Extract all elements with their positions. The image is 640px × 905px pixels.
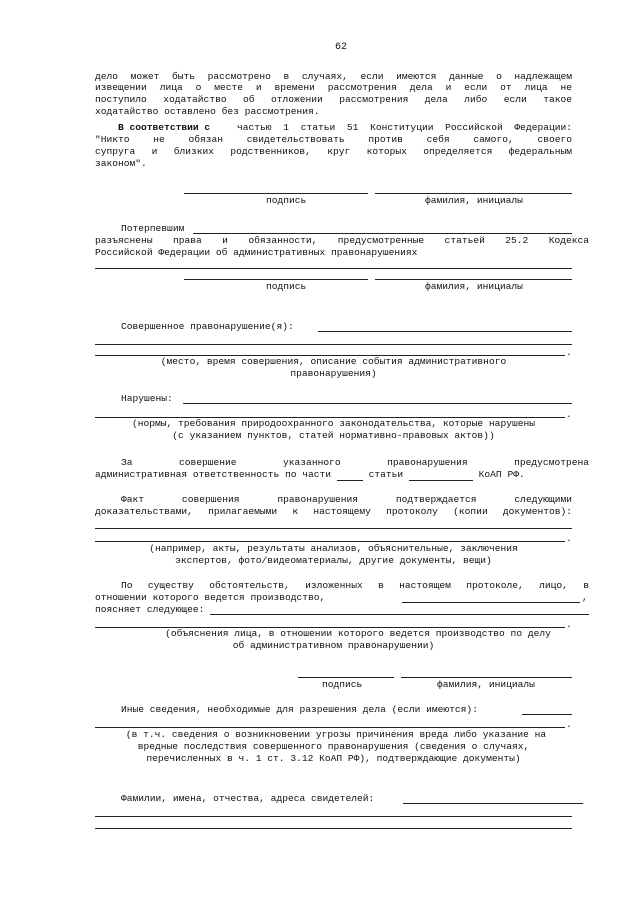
name-line[interactable]: [375, 279, 572, 280]
blank-line[interactable]: [95, 268, 572, 269]
witness-label: Фамилии, имена, отчества, адреса свидетелей:: [121, 793, 375, 804]
victim-input-line[interactable]: [193, 233, 572, 234]
liability-line: За совершение указанного правонарушения предусмотрена: [121, 457, 589, 468]
offense-input-line[interactable]: [95, 344, 572, 345]
other-info-caption: перечисленных в ч. 1 ст. 3.12 КоАП РФ), подтверждающие документы): [146, 753, 521, 764]
witness-input-line[interactable]: [403, 803, 583, 804]
signature-line[interactable]: [298, 677, 394, 678]
evidence-caption: (например, акты, результаты анализов, объяснительные, заключения: [149, 543, 518, 554]
other-info-caption: вредные последствия совершенного правонарушения (сведения о случаях,: [137, 741, 530, 752]
paragraph-line: частью 1 статьи 51 Конституции Российской Федерации:: [237, 122, 572, 133]
paragraph-line: супруга и близких родственников, круг которых определяется федеральным: [95, 146, 572, 157]
page-number: 62: [335, 42, 348, 53]
part-input[interactable]: [337, 469, 363, 481]
explain-line: отношении которого ведется производство,: [95, 592, 326, 603]
offense-caption: (место, время совершения, описание события административного: [160, 356, 507, 367]
liability-line: административная ответственность по части статьи КоАП РФ.: [95, 469, 525, 480]
violated-input-line[interactable]: [183, 403, 572, 404]
other-info-caption: (в т.ч. сведения о возникновении угрозы причинения вреда либо указание на: [125, 729, 547, 740]
signature-caption: подпись: [322, 679, 363, 690]
victim-rights-line: Российской Федерации об административных правонарушениях: [95, 247, 418, 258]
paragraph-line: ходатайство оставлено без рассмотрения.: [95, 106, 320, 117]
signature-line[interactable]: [184, 193, 368, 194]
signature-line[interactable]: [184, 279, 368, 280]
name-caption: фамилия, инициалы: [425, 281, 523, 292]
paragraph-line: извещении лица о месте и времени рассмотрения дела и если от лица не: [95, 82, 572, 93]
evidence-input-line[interactable]: [95, 528, 572, 529]
name-line[interactable]: [401, 677, 572, 678]
evidence-input-line[interactable]: [95, 541, 565, 542]
paragraph-line: поступило ходатайство об отложении рассмотрения дела либо если такое: [95, 94, 572, 105]
other-info-input-line[interactable]: [522, 714, 572, 715]
article-input[interactable]: [409, 469, 473, 481]
explain-caption: об административном правонарушении): [232, 640, 435, 651]
violated-label: Нарушены:: [121, 393, 173, 404]
violated-caption: (нормы, требования природоохранного законодательства, которые нарушены: [131, 418, 535, 429]
victim-label: Потерпевшим: [121, 223, 185, 234]
paragraph-line: "Никто не обязан свидетельствовать против себя самого, своего: [95, 134, 572, 145]
name-line[interactable]: [375, 193, 572, 194]
evidence-line: доказательствами, прилагаемыми к настоящему протоколу (копии документов):: [95, 506, 572, 517]
constitution-intro-bold: В соответствии с: [118, 122, 211, 133]
offense-caption: правонарушения): [290, 368, 377, 379]
explain-caption: (объяснения лица, в отношении которого ведется производство по делу: [165, 628, 551, 639]
name-caption: фамилия, инициалы: [425, 195, 523, 206]
signature-caption: подпись: [266, 195, 307, 206]
offense-label: Совершенное правонарушение(я):: [121, 321, 294, 332]
violated-caption: (с указанием пунктов, статей нормативно-правовых актов)): [172, 430, 495, 441]
explain-line: поясняет следующее:: [95, 604, 205, 615]
explain-input-line[interactable]: [210, 614, 589, 615]
offense-input-line[interactable]: [318, 331, 572, 332]
other-info-label: Иные сведения, необходимые для разрешения дела (если имеются):: [121, 704, 478, 715]
paragraph-line: дело может быть рассмотрено в случаях, если имеются данные о надлежащем: [95, 71, 572, 82]
witness-input-line[interactable]: [95, 816, 572, 817]
victim-rights-line: разъяснены права и обязанности, предусмотренные статьей 25.2 Кодекса: [95, 235, 589, 246]
paragraph-line: законом".: [95, 158, 147, 169]
explain-input-line[interactable]: [402, 602, 580, 603]
signature-caption: подпись: [266, 281, 307, 292]
explain-line: По существу обстоятельств, изложенных в настоящем протоколе, лицо, в: [121, 580, 589, 591]
evidence-caption: экспертов, фото/видеоматериалы, другие документы, вещи): [175, 555, 492, 566]
evidence-line: Факт совершения правонарушения подтверждается следующими: [121, 494, 572, 505]
witness-input-line[interactable]: [95, 828, 572, 829]
other-info-input-line[interactable]: [95, 727, 565, 728]
name-caption: фамилия, инициалы: [437, 679, 535, 690]
